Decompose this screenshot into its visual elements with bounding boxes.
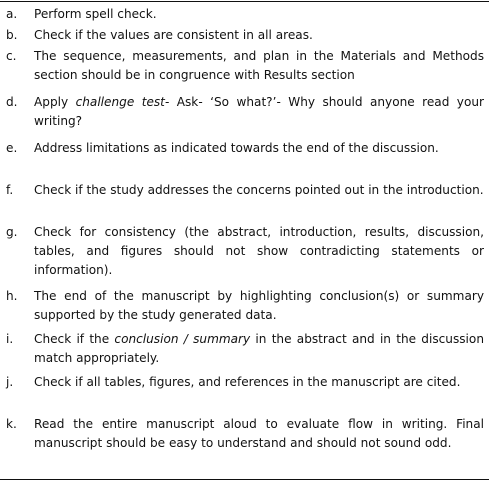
item-text: Address limitations as indicated towards the end of the discussion. xyxy=(34,141,439,155)
item-marker: h. xyxy=(6,289,18,303)
item-text: Read the entire manuscript aloud to evaluate flow in writing. Final manuscript should be easy to understand and should not sound odd. xyxy=(34,417,484,450)
item-text xyxy=(34,330,484,368)
item-marker: d. xyxy=(6,95,18,109)
item-text: The end of the manuscript by highlighting conclusion(s) or summary supported by the study generated data. xyxy=(34,289,484,322)
item-marker: g. xyxy=(6,225,18,239)
item-text-pre: Check if the xyxy=(34,332,115,346)
item-text: Check for consistency (the abstract, introduction, results, discussion, tables, and figures should not show contradicting statements or information). xyxy=(34,225,484,277)
item-text: Perform spell check. xyxy=(34,7,157,21)
item-marker: j. xyxy=(6,375,14,389)
item-text-italic: challenge test xyxy=(75,95,165,109)
item-text xyxy=(34,93,484,131)
item-marker: c. xyxy=(6,49,17,63)
item-marker: i. xyxy=(6,332,14,346)
bottom-rule xyxy=(0,479,489,480)
item-marker: e. xyxy=(6,141,18,155)
item-text-post: - Ask- ‘So what?’- Why should anyone read your writing? xyxy=(34,95,485,128)
item-text: The sequence, measurements, and plan in the Materials and Methods section should be in congruence with Results section xyxy=(34,49,484,82)
item-text: Check if the study addresses the concerns pointed out in the introduction. xyxy=(34,183,484,197)
item-text-pre: Apply xyxy=(34,95,76,109)
item-text: Check if the values are consistent in all areas. xyxy=(34,28,313,42)
item-marker: f. xyxy=(6,183,14,197)
top-rule xyxy=(0,1,489,2)
item-text: Check if all tables, figures, and references in the manuscript are cited. xyxy=(34,375,461,389)
item-marker: a. xyxy=(6,7,18,21)
item-text-post: in the abstract and in the discussion match appropriately. xyxy=(34,332,484,365)
item-marker: k. xyxy=(6,417,17,431)
item-text-italic: conclusion / summary xyxy=(114,332,251,346)
item-marker: b. xyxy=(6,28,18,42)
